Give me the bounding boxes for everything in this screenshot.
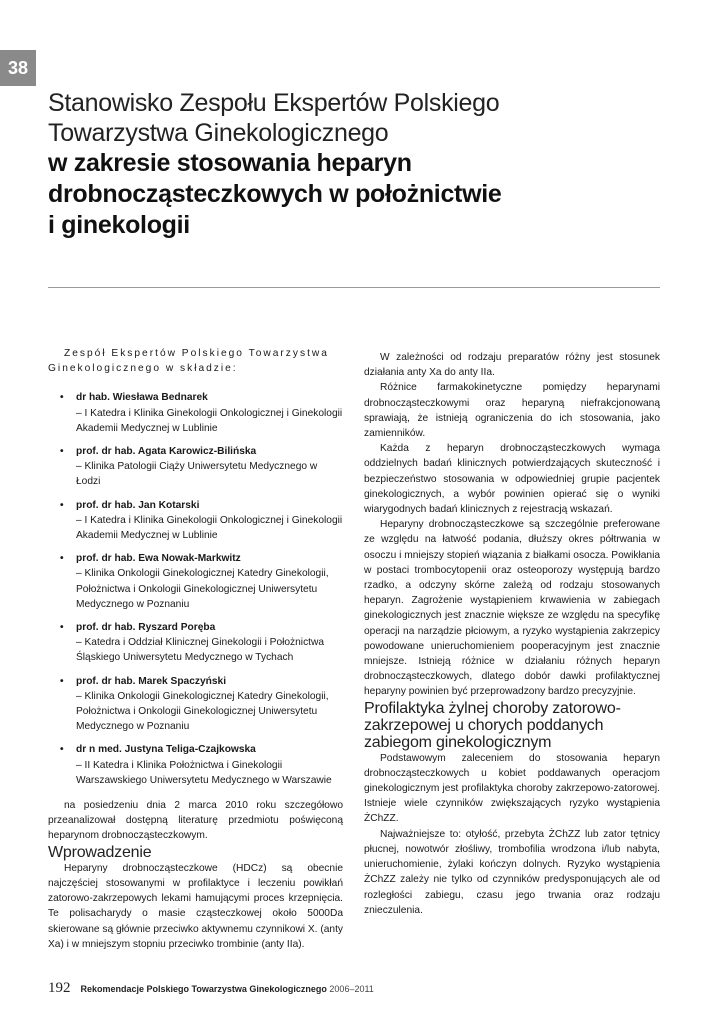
right-column — [364, 350, 660, 918]
body-paragraph: Heparyny drobnocząsteczkowe są szczególnie preferowane ze względu na łatwość podania, dłuższy okres półtrwania w osoczu i mniejszy stopień wiązania z białkami osocza. Powikłania w postaci trombocytopenii oraz osteoporozy występują bardzo rzadko, a odczyny skórne zależą od rodzaju stosowanych heparyn. Zagrożenie wystąpieniem krwawienia w zabiegach ginekologicznych jest znacznie większe ze względu na specyfikę operacji na narządzie płciowym, a ryzyko wystąpienia zakrzepicy powodowane unieruchomieniem pooperacyjnym jest znacznie mniejsze. Istnieją różnice w działaniu różnych heparyn drobnocząsteczkowych, dlatego dobór dawki profilaktycznej heparyny powinien być przeprowadzony bardzo precyzyjnie. — [364, 519, 660, 698]
title-divider — [48, 287, 660, 288]
expert-name: prof. dr hab. Ryszard Poręba — [76, 622, 216, 634]
experts-intro: Zespół Ekspertów Polskiego Towarzystwa Ginekologicznego w składzie: — [48, 348, 329, 375]
title-line-2: Towarzystwa Ginekologicznego — [48, 119, 389, 147]
page-footer — [48, 980, 374, 997]
bullet-icon: • — [60, 622, 64, 634]
introduction-paragraph: Heparyny drobnocząsteczkowe (HDCz) są obecnie najczęściej stosowanymi w profilaktyce i leczeniu powikłań zatorowo-zakrzepowych lekami hamującymi proces krzepnięcia. Te polisacharydy o masie cząsteczkowej około 5000Da skierowane są głównie przeciwko aktywnemu czynnikowi X. (anty Xa) i w mniejszym stopniu przeciwko trombinie (anty IIa). — [48, 862, 343, 950]
article-title — [48, 88, 648, 241]
expert-affiliation: – I Katedra i Klinika Ginekologii Onkologicznej i Ginekologii Akademii Medycznej w Lublinie — [76, 407, 343, 434]
footer-journal — [81, 984, 374, 994]
bullet-icon: • — [60, 675, 64, 687]
body-paragraph: Różnice farmakokinetyczne pomiędzy heparynami drobnocząsteczkowymi oraz heparyną niefrakcjonowaną sprawiają, że istnieją ograniczenia do ich stosowania, jako zamienników. — [364, 382, 660, 440]
bullet-icon: • — [60, 392, 64, 404]
bullet-icon: • — [60, 744, 64, 756]
page-number-tab: 38 — [0, 50, 36, 86]
expert-affiliation: – Klinika Onkologii Ginekologicznej Katedry Ginekologii, Położnictwa i Onkologii Ginekologicznej Uniwersytetu Medycznego w Poznaniu — [76, 690, 329, 733]
expert-name: prof. dr hab. Ewa Nowak-Markwitz — [76, 553, 241, 565]
expert-name: prof. dr hab. Jan Kotarski — [76, 499, 200, 511]
expert-name: dr n med. Justyna Teliga-Czajkowska — [76, 744, 256, 756]
footer-page-number: 192 — [48, 980, 71, 996]
section-heading-prophylaxis: Profilaktyka żylnej choroby zatorowo-zakrzepowej u chorych poddanych zabiegom ginekologicznym — [364, 699, 621, 751]
title-line-4: drobnocząsteczkowych w położnictwie — [48, 180, 502, 208]
footer-years: 2006–2011 — [329, 984, 374, 994]
body-paragraph: Każda z heparyn drobnocząsteczkowych wymaga oddzielnych badań klinicznych potwierdzających skuteczność i bezpieczeństwo stosowania w odpowiedniej grupie pacjentek ginekologicznych, a wybór powinien opierać się o wyniki wiarygodnych badań klinicznych z rejestracją wskazań. — [364, 443, 660, 516]
list-item — [60, 390, 343, 436]
title-line-1: Stanowisko Zespołu Ekspertów Polskiego — [48, 89, 500, 117]
expert-name: dr hab. Wiesława Bednarek — [76, 392, 208, 404]
expert-affiliation: – II Katedra i Klinika Położnictwa i Ginekologii Warszawskiego Uniwersytetu Medycznego w Warszawie — [76, 759, 332, 786]
list-item — [60, 620, 343, 666]
list-item — [60, 742, 343, 788]
bullet-icon: • — [60, 446, 64, 458]
body-paragraph: Podstawowym zaleceniem do stosowania heparyn drobnocząsteczkowych u kobiet poddawanych operacjom ginekologicznym jest profilaktyka choroby zakrzepowo-zatorowej. Istnieje wiele czynników zwiększających ryzyko wystąpienia ŻChZZ. — [364, 752, 660, 825]
expert-name: prof. dr hab. Agata Karowicz-Bilińska — [76, 446, 257, 458]
bullet-icon: • — [60, 499, 64, 511]
expert-affiliation: – Klinika Patologii Ciąży Uniwersytetu Medycznego w Łodzi — [76, 461, 318, 488]
title-line-5: i ginekologii — [48, 211, 190, 239]
expert-name: prof. dr hab. Marek Spaczyński — [76, 675, 227, 687]
title-line-3: w zakresie stosowania heparyn — [48, 149, 412, 177]
expert-affiliation: – I Katedra i Klinika Ginekologii Onkologicznej i Ginekologii Akademii Medycznej w Lublinie — [76, 514, 343, 542]
expert-affiliation: – Klinika Onkologii Ginekologicznej Katedry Ginekologii, Położnictwa i Onkologii Ginekologicznej Uniwersytetu Medycznego w Poznaniu — [76, 568, 329, 610]
body-paragraph: Najważniejsze to: otyłość, przebyta ŻChZZ lub zator tętnicy płucnej, nowotwór złośliwy, trombofilia wrodzona i/lub nabyta, unieruchomienie, żylaki kończyn dolnych. Ryzyko wystąpienia ŻChZZ zależy nie tylko od czynników predysponujących ale od rozległości zabiegu, czasu jego trwania oraz rodzaju znieczulenia. — [364, 828, 660, 916]
experts-list — [48, 390, 343, 788]
expert-affiliation: – Katedra i Oddział Klinicznej Ginekologii i Położnictwa Śląskiego Uniwersytetu Medycznego w Tychach — [76, 637, 325, 664]
list-item — [60, 498, 343, 544]
footer-journal-title: Rekomendacje Polskiego Towarzystwa Ginekologicznego — [80, 984, 327, 994]
list-item — [60, 551, 343, 612]
bullet-icon: • — [60, 553, 64, 565]
list-item — [60, 444, 343, 490]
body-paragraph: W zależności od rodzaju preparatów różny jest stosunek działania anty Xa do anty IIa. — [364, 352, 660, 379]
list-item — [60, 674, 343, 735]
section-heading-introduction: Wprowadzenie — [48, 843, 152, 861]
meeting-paragraph: na posiedzeniu dnia 2 marca 2010 roku szczegółowo przeanalizował dostępną literaturę przedmiotu poświęconą heparynom drobnocząsteczkowym. — [48, 800, 343, 842]
left-column — [48, 346, 343, 952]
